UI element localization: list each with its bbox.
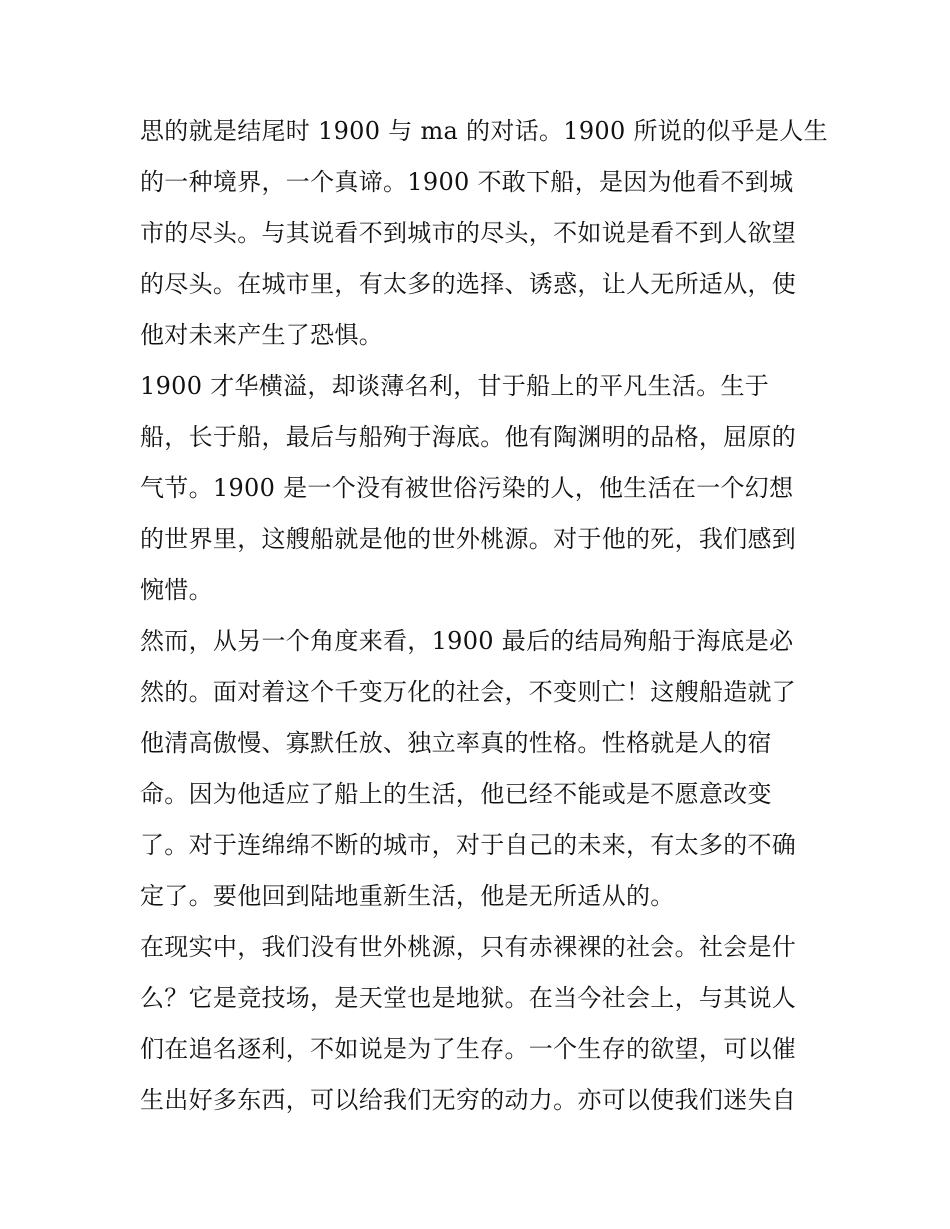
body-text xyxy=(140,106,828,1126)
text-line: 然而，从另一个角度来看，1900 最后的结局殉船于海底是必 xyxy=(140,627,794,655)
text-line: 他对未来产生了恐惧。 xyxy=(140,321,383,349)
text-line: 的一种境界，一个真谛。1900 不敢下船，是因为他看不到城 xyxy=(140,168,794,196)
text-line: 船，长于船，最后与船殉于海底。他有陶渊明的品格，屈原的 xyxy=(140,423,797,451)
text-line: 的尽头。在城市里，有太多的选择、诱惑，让人无所适从，使 xyxy=(140,270,797,298)
text-line: 命。因为他适应了船上的生活，他已经不能或是不愿意改变 xyxy=(140,780,772,808)
text-line: 了。对于连绵绵不断的城市，对于自己的未来，有太多的不确 xyxy=(140,831,797,859)
text-line: 么？它是竞技场，是天堂也是地狱。在当今社会上，与其说人 xyxy=(140,984,797,1012)
text-line: 们在追名逐利，不如说是为了生存。一个生存的欲望，可以催 xyxy=(140,1035,797,1063)
text-line: 他清高傲慢、寡默任放、独立率真的性格。性格就是人的宿 xyxy=(140,729,772,757)
text-line: 惋惜。 xyxy=(140,576,213,604)
text-line: 的世界里，这艘船就是他的世外桃源。对于他的死，我们感到 xyxy=(140,525,797,553)
text-line: 然的。面对着这个千变万化的社会，不变则亡！这艘船造就了 xyxy=(140,678,797,706)
text-line: 思的就是结尾时 1900 与 ma 的对话。1900 所说的似乎是人生 xyxy=(140,117,828,145)
text-line: 定了。要他回到陆地重新生活，他是无所适从的。 xyxy=(140,882,675,910)
text-line: 市的尽头。与其说看不到城市的尽头，不如说是看不到人欲望 xyxy=(140,219,797,247)
text-line: 生出好多东西，可以给我们无穷的动力。亦可以使我们迷失自 xyxy=(140,1086,797,1114)
text-line: 气节。1900 是一个没有被世俗污染的人，他生活在一个幻想 xyxy=(140,474,794,502)
text-line: 1900 才华横溢，却谈薄名利，甘于船上的平凡生活。生于 xyxy=(140,372,770,400)
text-line: 在现实中，我们没有世外桃源，只有赤裸裸的社会。社会是什 xyxy=(140,933,797,961)
